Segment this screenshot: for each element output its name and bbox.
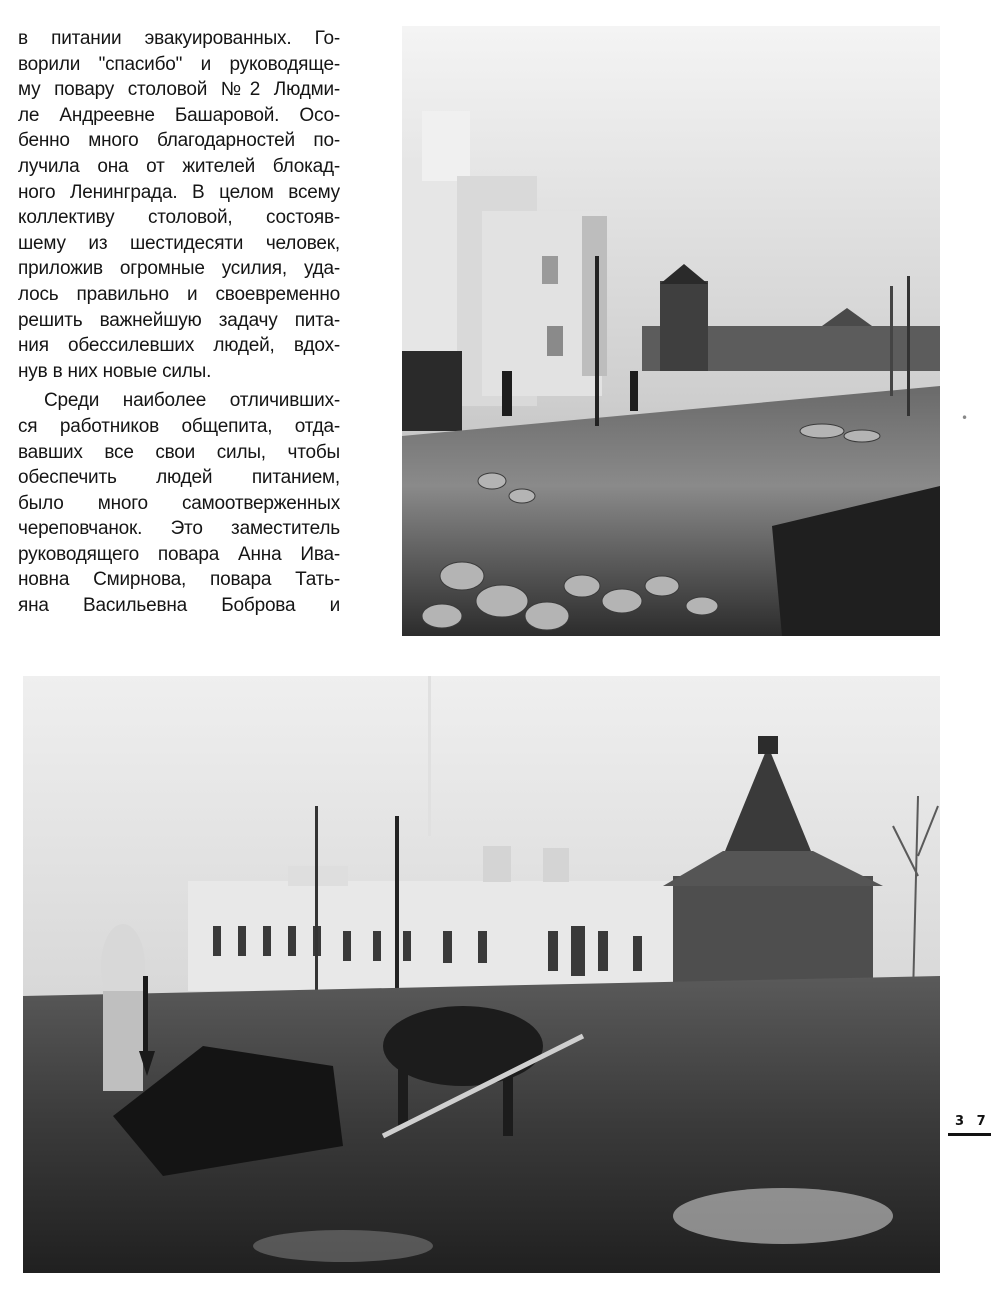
page-number: 3 7 — [955, 1114, 990, 1129]
text-line: ворили "спасибо" и руководяще- — [18, 53, 340, 75]
text-line: шему из шестидесяти человек, — [18, 232, 340, 254]
text-line: лось правильно и своевременно — [18, 283, 340, 305]
margin-mark: • — [961, 411, 969, 425]
text-line: му повару столовой №2 Людми- — [18, 79, 340, 101]
text-line: Среди наиболее отличивших- — [44, 390, 340, 412]
text-line: бенно много благодарностей по- — [18, 130, 340, 152]
article-text — [18, 26, 340, 619]
text-line: обеспечить людей питанием, — [18, 467, 340, 489]
text-line: нув в них новые силы. — [18, 360, 212, 382]
historic-street-photo — [402, 26, 940, 636]
text-line: ния обессилевших людей, вдох- — [18, 335, 340, 357]
text-line: решить важнейшую задачу пита- — [18, 309, 340, 331]
text-line: яна Васильевна Боброва и — [18, 595, 340, 617]
text-line: лучила она от жителей блокад- — [18, 155, 340, 177]
text-line: в питании эвакуированных. Го- — [18, 28, 340, 49]
text-line: новна Смирнова, повара Тать- — [18, 569, 340, 591]
text-line: было много самоотверженных — [18, 492, 340, 514]
historic-square-photo — [23, 676, 940, 1273]
text-line: ся работников общепита, отда- — [18, 415, 340, 437]
text-line: приложив огромные усилия, уда- — [18, 258, 340, 280]
text-line: руководящего повара Анна Ива- — [18, 543, 340, 565]
text-line: коллективу столовой, состояв- — [18, 207, 340, 229]
text-line: вавших все свои силы, чтобы — [18, 441, 340, 463]
text-line: череповчанок. Это заместитель — [18, 518, 340, 540]
text-line: ного Ленинграда. В целом всему — [18, 181, 340, 203]
text-line: ле Андреевне Башаровой. Осо- — [18, 104, 340, 126]
page-number-rule — [948, 1133, 991, 1136]
